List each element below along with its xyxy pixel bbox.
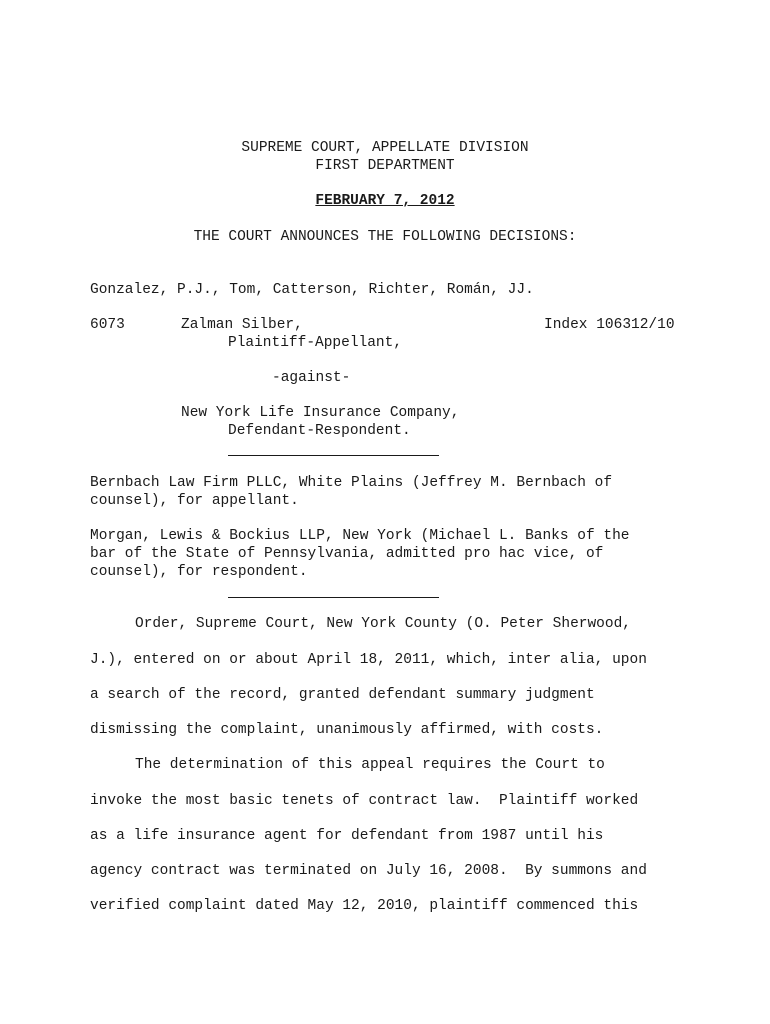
appellant-counsel-line1: Bernbach Law Firm PLLC, White Plains (Jeffrey M. Bernbach of (90, 475, 613, 491)
court-department: FIRST DEPARTMENT (315, 158, 455, 174)
body-line: as a life insurance agent for defendant from 1987 until his (90, 828, 604, 844)
body-line: Order, Supreme Court, New York County (O. Peter Sherwood, (135, 616, 631, 632)
judge-panel: Gonzalez, P.J., Tom, Catterson, Richter, Román, JJ. (90, 282, 534, 298)
body-line: a search of the record, granted defendant summary judgment (90, 687, 595, 703)
announcement-heading: THE COURT ANNOUNCES THE FOLLOWING DECISIONS: (193, 229, 577, 245)
respondent-counsel-line2: bar of the State of Pennsylvania, admitted pro hac vice, of (90, 546, 604, 562)
body-line: The determination of this appeal requires the Court to (135, 757, 605, 773)
index-number: Index 106312/10 (544, 317, 675, 333)
respondent-counsel-line3: counsel), for respondent. (90, 564, 308, 580)
respondent-counsel-line1: Morgan, Lewis & Bockius LLP, New York (Michael L. Banks of the (90, 528, 630, 544)
counsel-divider (228, 597, 439, 598)
defendant-role: Defendant-Respondent. (228, 423, 411, 439)
against-label: -against- (272, 370, 351, 386)
decision-date: FEBRUARY 7, 2012 (315, 193, 455, 209)
court-name: SUPREME COURT, APPELLATE DIVISION (241, 140, 529, 156)
case-number: 6073 (90, 317, 125, 333)
plaintiff-role: Plaintiff-Appellant, (228, 335, 403, 351)
defendant-name: New York Life Insurance Company, (181, 405, 460, 421)
body-line: agency contract was terminated on July 16, 2008. By summons and (90, 863, 647, 879)
plaintiff-name: Zalman Silber, (181, 317, 303, 333)
caption-divider (228, 455, 439, 456)
body-line: invoke the most basic tenets of contract law. Plaintiff worked (90, 793, 639, 809)
appellant-counsel-line2: counsel), for appellant. (90, 493, 299, 509)
body-line: J.), entered on or about April 18, 2011, which, inter alia, upon (90, 652, 647, 668)
body-line: verified complaint dated May 12, 2010, plaintiff commenced this (90, 898, 639, 914)
body-line: dismissing the complaint, unanimously affirmed, with costs. (90, 722, 604, 738)
